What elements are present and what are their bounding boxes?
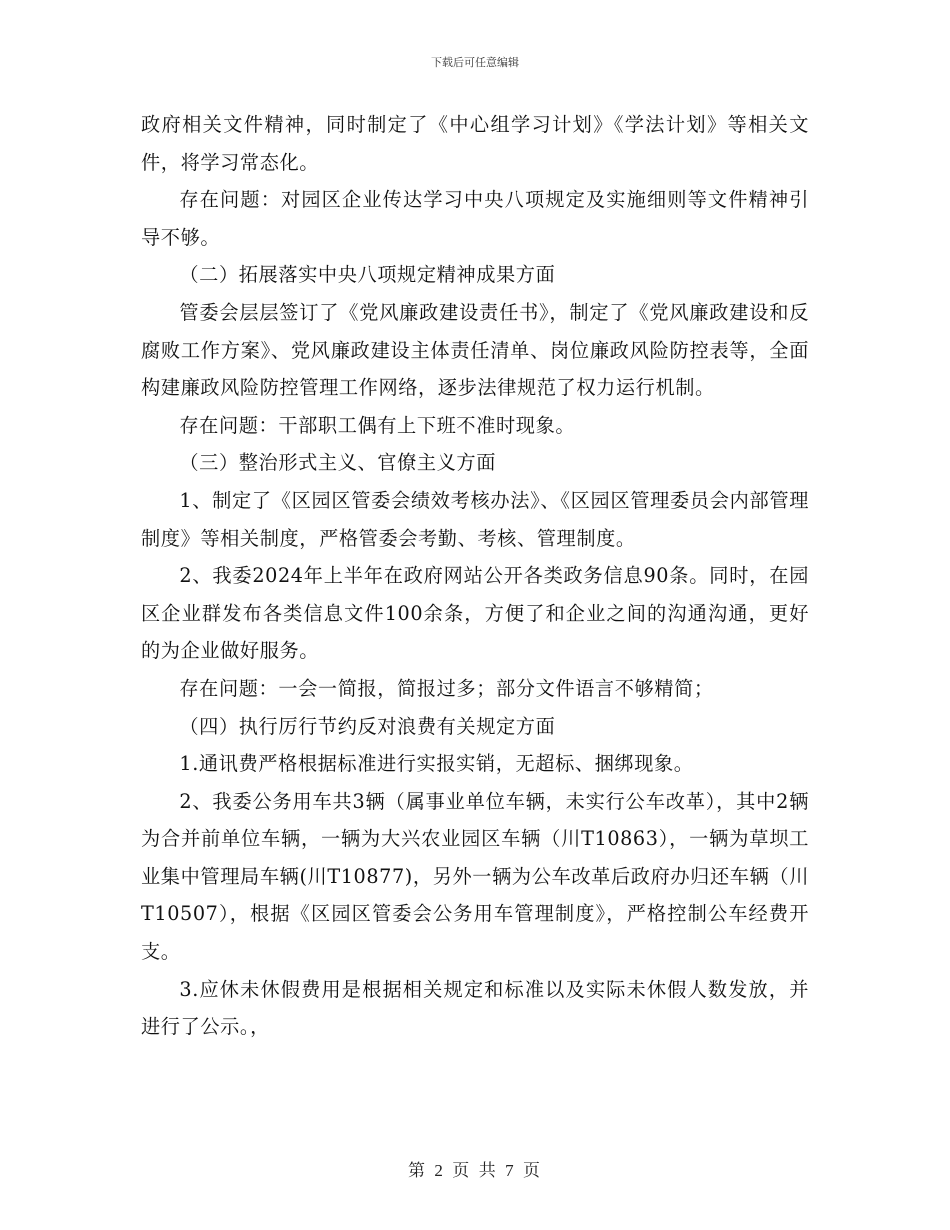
paragraph-9: 存在问题：一会一简报，简报过多；部分文件语言不够精简；: [179, 676, 714, 700]
paragraph-13: 3.应休未休假费用是根据相关规定和标准以及实际未休假人数发放，并进行了公示。，: [141, 977, 809, 1039]
paragraph-12: 2、我委公务用车共3辆（属事业单位车辆，未实行公车改革），其中2辆为合并前单位车辆，一辆为大兴农业园区车辆（川T10863），一辆为草坝工业集中管理局车辆(川T10877)，另外一辆为公车改革后政府办归还车辆（川T10507），根据《区园区管委会公务用车管理制度》，严格控制公车经费开支。: [141, 789, 809, 964]
footer-page-number: 2: [434, 1161, 445, 1180]
page-header: 下载后可任意编辑: [431, 56, 519, 69]
document-body: [141, 106, 809, 1046]
section-heading-2: （二）拓展落实中央八项规定精神成果方面: [179, 263, 556, 287]
page-footer: [0, 1156, 950, 1181]
paragraph-5: 存在问题：干部职工偶有上下班不准时现象。: [179, 413, 576, 437]
section-heading-3: （三）整治形式主义、官僚主义方面: [179, 451, 496, 475]
paragraph-4: 管委会层层签订了《党风廉政建设责任书》，制定了《党风廉政建设和反腐败工作方案》、党风廉政建设主体责任清单、岗位廉政风险防控表等，全面构建廉政风险防控管理工作网络，逐步法律规范了权力运行机制。: [141, 300, 809, 400]
footer-suffix: 页: [523, 1161, 543, 1181]
footer-total-pages: 7: [505, 1161, 516, 1180]
paragraph-8: 2、我委2024年上半年在政府网站公开各类政务信息90条。同时，在园区企业群发布各类信息文件100余条，方便了和企业之间的沟通沟通，更好的为企业做好服务。: [141, 564, 809, 663]
paragraph-1: 政府相关文件精神，同时制定了《中心组学习计划》《学法计划》等相关文件，将学习常态化。: [141, 113, 809, 174]
section-heading-4: （四）执行厉行节约反对浪费有关规定方面: [179, 714, 556, 738]
footer-prefix: 第: [407, 1161, 427, 1181]
paragraph-11: 1.通讯费严格根据标准进行实报实销，无超标、捆绑现象。: [179, 752, 694, 776]
paragraph-7: 1、制定了《区园区管委会绩效考核办法》、《区园区管理委员会内部管理制度》等相关制度，严格管委会考勤、考核、管理制度。: [141, 488, 809, 550]
footer-middle: 页 共: [452, 1161, 498, 1181]
paragraph-2: 存在问题：对园区企业传达学习中央八项规定及实施细则等文件精神引导不够。: [141, 188, 809, 249]
